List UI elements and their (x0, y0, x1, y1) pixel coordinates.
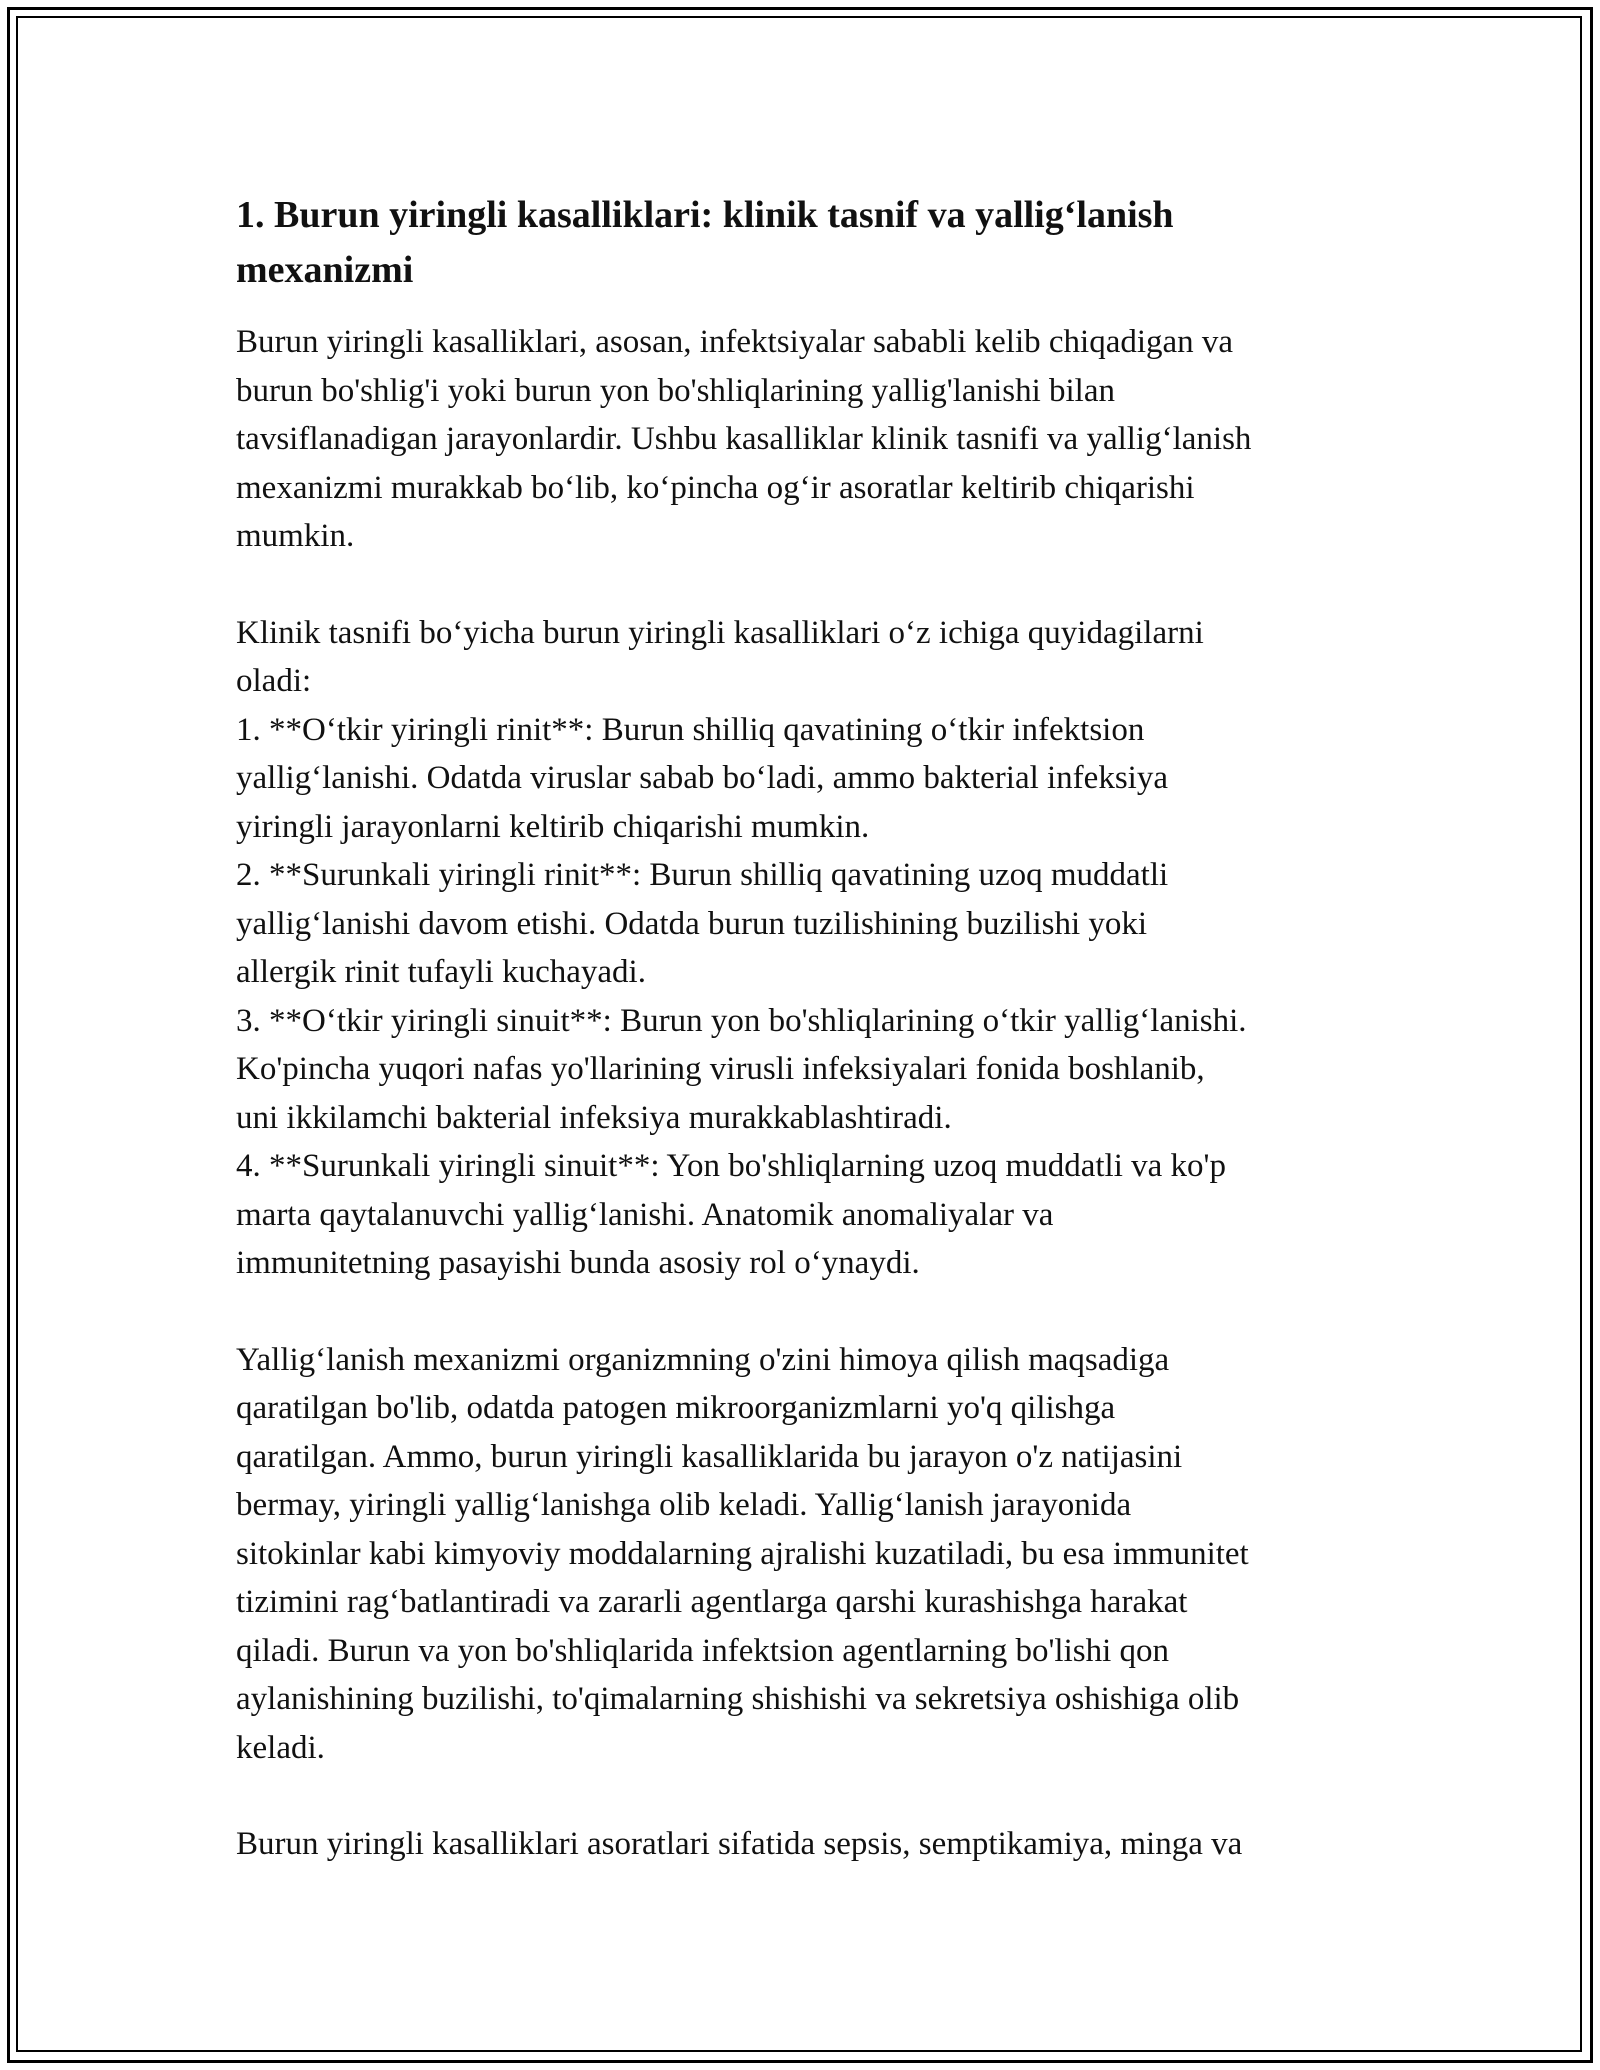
text-line: tavsiflanadigan jarayonlardir. Ushbu kasalliklar klinik tasnifi va yallig‘lanish (236, 421, 1252, 457)
text-line: aylanishining buzilishi, to'qimalarning shishishi va sekretsiya oshishiga olib (236, 1681, 1240, 1717)
paragraph-spacer (236, 1772, 1376, 1820)
text-line: Burun yiringli kasalliklari asoratlari sifatida sepsis, semptikamiya, minga va (236, 1826, 1243, 1862)
intro-paragraph (236, 318, 1376, 561)
list-item-line: 1. **O‘tkir yiringli rinit**: Burun shilliq qavatining o‘tkir infektsion (236, 711, 1145, 748)
text-line: mumkin. (236, 518, 355, 554)
text-line: Burun yiringli kasalliklari, asosan, infektsiyalar sababli kelib chiqadigan va (236, 324, 1234, 360)
list-item-line: Ko'pincha yuqori nafas yo'llarining virusli infeksiyalari fonida boshlanib, (236, 1051, 1205, 1087)
text-line: mexanizmi murakkab bo‘lib, ko‘pincha og‘ir asoratlar keltirib chiqarishi (236, 469, 1195, 506)
text-line: sitokinlar kabi kimyoviy moddalarning ajralishi kuzatiladi, bu esa immunitet (236, 1535, 1249, 1572)
text-line: keladi. (236, 1729, 325, 1766)
text-line: bermay, yiringli yallig‘lanishga olib keladi. Yallig‘lanish jarayonida (236, 1487, 1132, 1523)
text-line: qiladi. Burun va yon bo'shliqlarida infektsion agentlarning bo'lishi qon (236, 1632, 1170, 1669)
paragraph-spacer (236, 561, 1376, 609)
list-item-line: 4. **Surunkali yiringli sinuit**: Yon bo'shliqlarning uzoq muddatli va ko'p (236, 1148, 1226, 1184)
list-item-line: allergik rinit tufayli kuchayadi. (236, 954, 646, 990)
text-line: oladi: (236, 663, 312, 699)
list-item-line: 2. **Surunkali yiringli rinit**: Burun shilliq qavatining uzoq muddatli (236, 857, 1169, 893)
list-item-line: yallig‘lanishi davom etishi. Odatda burun tuzilishining buzilishi yoki (236, 905, 1148, 942)
list-item-line: 3. **O‘tkir yiringli sinuit**: Burun yon bo'shliqlarining o‘tkir yallig‘lanishi. (236, 1002, 1247, 1039)
list-item-line: yiringli jarayonlarni keltirib chiqarishi mumkin. (236, 808, 870, 845)
complications-paragraph (236, 1820, 1376, 1869)
classification-paragraph (236, 609, 1376, 1288)
text-line: qaratilgan bo'lib, odatda patogen mikroorganizmlarni yo'q qilishga (236, 1390, 1116, 1426)
document-title (236, 188, 1376, 298)
text-line: tizimini rag‘batlantiradi va zararli agentlarga qarshi kurashishga harakat (236, 1584, 1188, 1620)
paragraph-spacer (236, 1288, 1376, 1336)
mechanism-paragraph (236, 1336, 1376, 1773)
list-item-line: marta qaytalanuvchi yallig‘lanishi. Anatomik anomaliyalar va (236, 1196, 1054, 1233)
list-item-line: yallig‘lanishi. Odatda viruslar sabab bo‘ladi, ammo bakterial infeksiya (236, 760, 1168, 796)
list-item-line: uni ikkilamchi bakterial infeksiya murakkablashtiradi. (236, 1099, 952, 1136)
text-line: burun bo'shlig'i yoki burun yon bo'shliqlarining yallig'lanishi bilan (236, 372, 1115, 409)
text-line: Yallig‘lanish mexanizmi organizmning o'zini himoya qilish maqsadiga (236, 1341, 1170, 1378)
title-line: mexanizmi (236, 249, 414, 291)
title-line: 1. Burun yiringli kasalliklari: klinik tasnif va yallig‘lanish (236, 194, 1174, 236)
text-line: Klinik tasnifi bo‘yicha burun yiringli kasalliklari o‘z ichiga quyidagilarni (236, 614, 1204, 651)
list-item-line: immunitetning pasayishi bunda asosiy rol o‘ynaydi. (236, 1245, 920, 1281)
document-body (236, 188, 1376, 1869)
text-line: qaratilgan. Ammo, burun yiringli kasalliklarida bu jarayon o'z natijasini (236, 1438, 1183, 1475)
